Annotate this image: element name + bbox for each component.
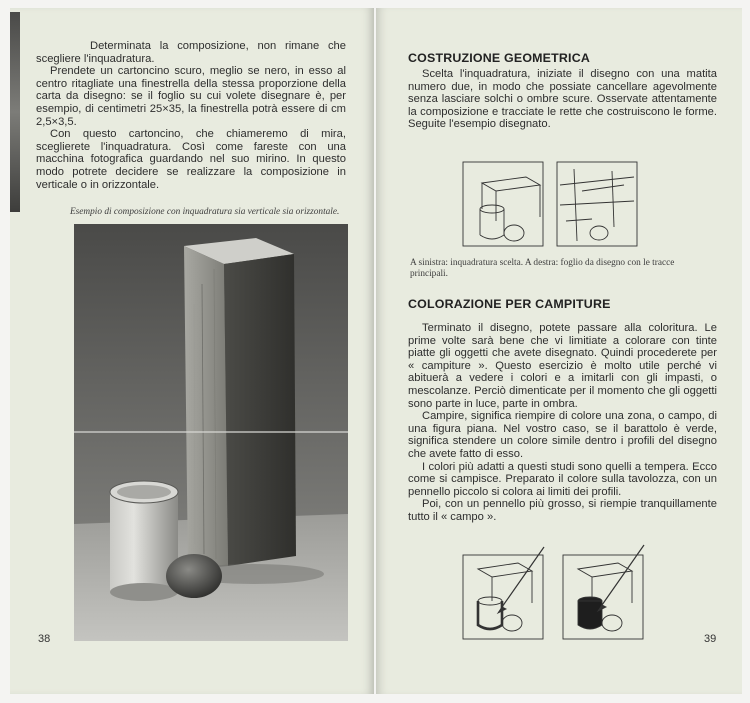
brush-coloring-figure bbox=[462, 543, 646, 641]
section-title-coloring: COLORAZIONE PER CAMPITURE bbox=[408, 297, 611, 311]
left-paragraph-2: Prendete un cartoncino scuro, meglio se nero, in esso al centro ritagliate una finestrella della stessa proporzione della carta da disegno: se il foglio su cui volete disegnare è, per esempio, di centimetri 25×35, la finestrella potrà essere di cm 2,5×3,5. bbox=[36, 65, 346, 128]
left-paragraph-3: Con questo cartoncino, che chiameremo di mira, sceglierete l'inquadratura. Così come fareste con una macchina fotografica guardando nel suo mirino. In questo modo potrete decidere se realizzare la composizione in verticale o in orizzontale. bbox=[36, 128, 346, 191]
page-number-left: 38 bbox=[38, 633, 51, 645]
sketch-caption: A sinistra: inquadratura scelta. A destra: foglio da disegno con le tracce principali. bbox=[410, 258, 675, 279]
geometric-paragraph-1: Scelta l'inquadratura, iniziate il disegno con una matita numero due, in modo che possiate cancellare agevolmente senza lasciare solchi o ombre scure. Osservate attentamente la composizione e tracciate le rette che costruiscono le forme. Seguite l'esempio disegnato. bbox=[408, 68, 717, 131]
coloring-body-text bbox=[408, 322, 717, 524]
construction-sketch-figure bbox=[462, 161, 638, 247]
coloring-paragraph-4: Poi, con un pennello più grosso, si riempie tranquillamente tutto il « campo ». bbox=[408, 498, 717, 523]
geometric-body-text bbox=[408, 68, 717, 131]
section-title-geometric: COSTRUZIONE GEOMETRICA bbox=[408, 51, 591, 65]
left-body-text bbox=[36, 40, 346, 191]
photo-caption: Esempio di composizione con inquadratura sia verticale sia orizzontale. bbox=[70, 207, 340, 217]
coloring-paragraph-1: Terminato il disegno, potete passare alla coloritura. Le prime volte sarà bene che vi limitiate a colorare con tinte piatte gli oggetti che avete disegnato. Quindi procederete per « campiture ». Questo esercizio è molto utile perché vi abituerà a vedere i colori e a imitarli con gli impasti, o mescolanze. Perciò dimenticate per il momento che gli oggetti sono parte in luce, parte in ombra. bbox=[408, 322, 717, 410]
composition-photo bbox=[74, 224, 348, 641]
book-edge bbox=[10, 12, 20, 212]
left-paragraph-1: Determinata la composizione, non rimane che scegliere l'inquadratura. bbox=[36, 40, 346, 65]
coloring-paragraph-2: Campire, significa riempire di colore una zona, o campo, di una figura piana. Nel vostro caso, se il barattolo è verde, significa stendere un colore simile dentro i profili del disegno che avete fatto di esso. bbox=[408, 410, 717, 460]
page-number-right: 39 bbox=[704, 633, 717, 645]
coloring-paragraph-3: I colori più adatti a questi studi sono quelli a tempera. Ecco come si campisce. Preparato il colore sulla tavolozza, con un pennello piccolo si colora ai limiti dei profili. bbox=[408, 460, 717, 498]
